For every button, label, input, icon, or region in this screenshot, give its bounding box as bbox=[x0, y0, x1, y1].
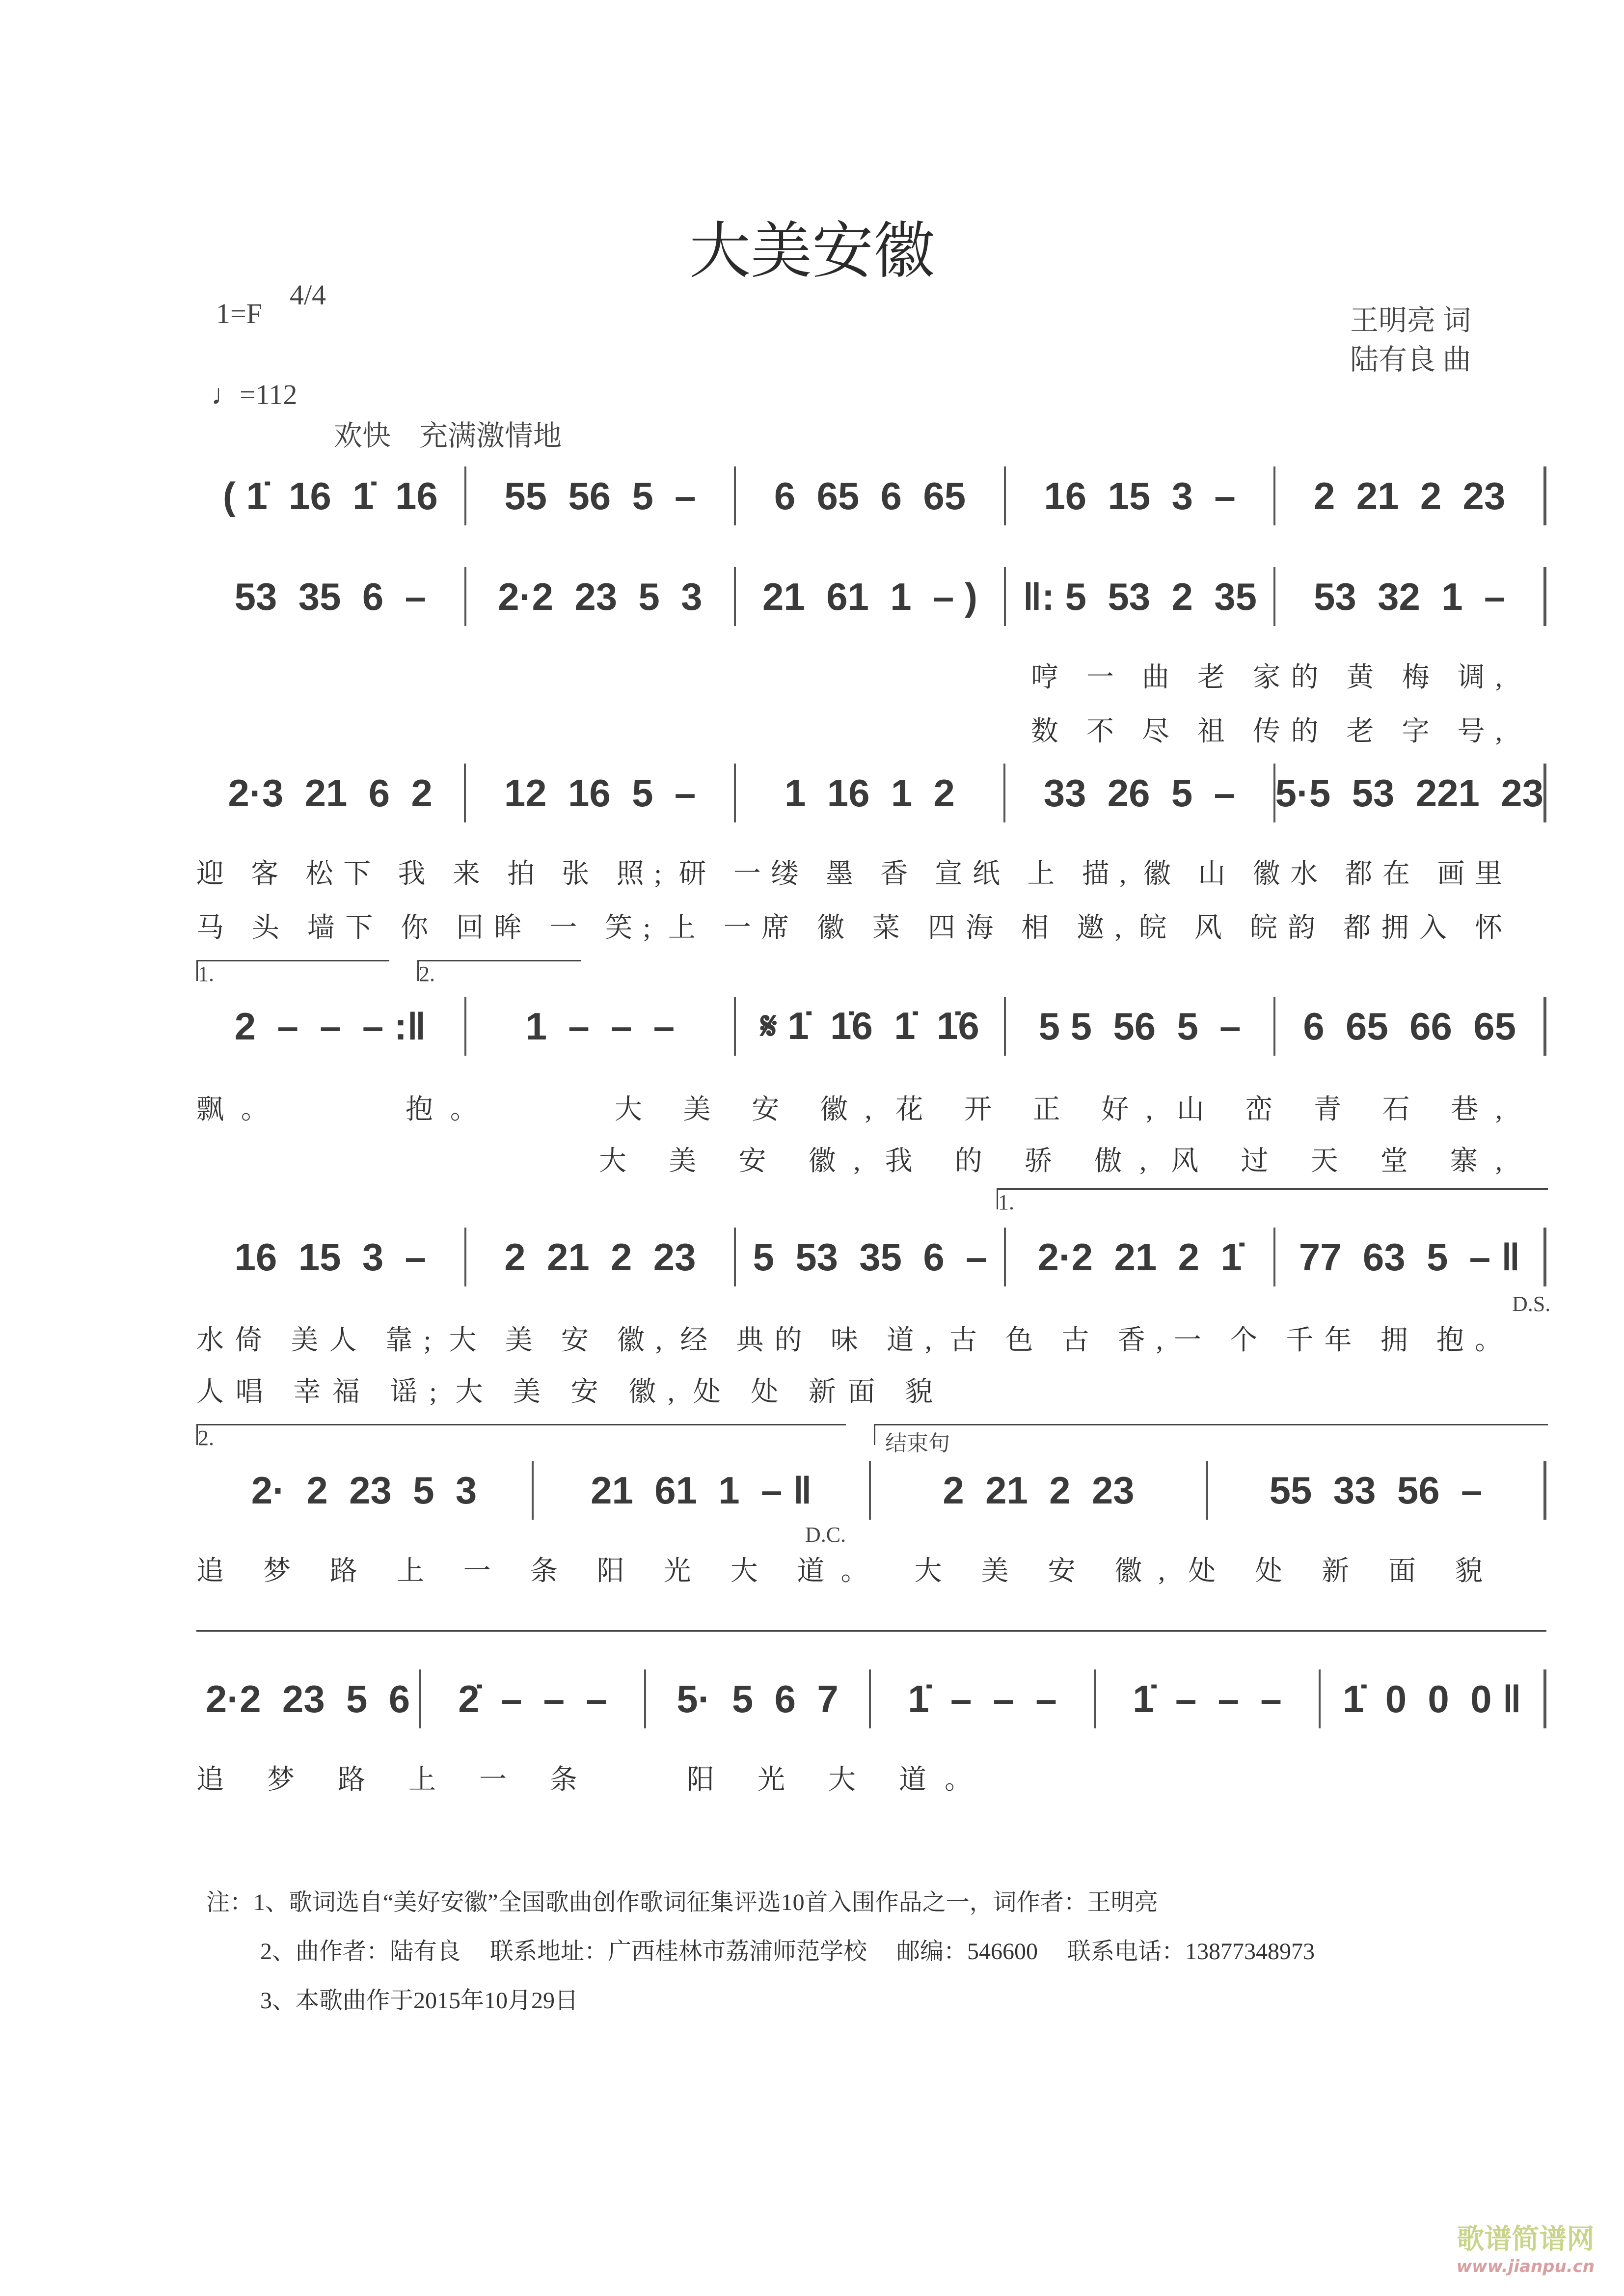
dc-marking: D.C. bbox=[805, 1523, 846, 1547]
measure: 5 53 35 6 – bbox=[736, 1228, 1006, 1286]
volta-2b bbox=[196, 1424, 846, 1450]
song-title: 大美安徽 bbox=[689, 218, 935, 286]
lyric-line: 追 梦 路 上 一 条 阳 光 大 道。 bbox=[196, 1765, 972, 1795]
staff-row bbox=[196, 1669, 1546, 1728]
measure: 2 21 2 23 bbox=[871, 1461, 1208, 1520]
volta-1 bbox=[196, 960, 389, 986]
lyric-line: 马 头 墙下 你 回眸 一 笑; 上 一席 徽 菜 四海 相 邀, 皖 风 皖韵 都拥入 怀 bbox=[196, 913, 1502, 943]
time-signature bbox=[290, 280, 326, 310]
measure: ( 1̇ 16 1̇ 16 bbox=[196, 466, 466, 525]
measure: 16 15 3 – bbox=[1006, 466, 1276, 525]
lyric-line: 飘。 抱。 大 美 安 徽, 花 开 正 好, 山 峦 青 石 巷, bbox=[196, 1094, 1503, 1125]
volta-2-label: 2. bbox=[419, 962, 435, 986]
measure: 53 32 1 – bbox=[1275, 567, 1546, 626]
measure: 1 16 1 2 bbox=[736, 764, 1005, 822]
footnote-2: 2、曲作者：陆有良 联系地址：广西桂林市荔浦师范学校 邮编：546600 联系电话：13877348973 bbox=[260, 1939, 1315, 1965]
measure: 55 33 56 – bbox=[1208, 1461, 1546, 1520]
measure: 6 65 66 65 bbox=[1275, 997, 1546, 1056]
staff-row bbox=[196, 567, 1546, 626]
footnote-1: 注：1、歌词选自“美好安徽”全国歌曲创作歌词征集评选10首入围作品之一，词作者：王明亮 bbox=[206, 1889, 1158, 1915]
measure: 2̇ – – – bbox=[421, 1669, 646, 1728]
staff-row bbox=[196, 997, 1546, 1056]
watermark-url: www.jianpu.cn bbox=[1456, 2257, 1595, 2276]
measure: 2·2 23 5 6 bbox=[196, 1669, 421, 1728]
watermark-name: 歌谱简谱网 bbox=[1457, 2223, 1595, 2255]
lyric-line: 水倚 美人 靠; 大 美 安 徽, 经 典的 味 道, 古 色 古 香,一 个 千年 拥 抱。 bbox=[196, 1325, 1502, 1356]
measure: 2 – – – :‖ bbox=[196, 997, 466, 1056]
measure: 21 61 1 – ) bbox=[736, 567, 1006, 626]
measure: 2·2 21 2 1̇ bbox=[1006, 1228, 1276, 1286]
time-signature-text: 4/4 bbox=[290, 279, 326, 311]
staff-row bbox=[196, 466, 1546, 525]
volta-1b bbox=[997, 1188, 1548, 1214]
ds-marking: D.S. bbox=[1512, 1292, 1551, 1316]
measure: 16 15 3 – bbox=[196, 1228, 466, 1286]
final-line bbox=[196, 1630, 1546, 1632]
volta-1-label: 1. bbox=[198, 962, 214, 986]
key-signature: 1=F bbox=[216, 298, 262, 329]
measure: 5· 5 6 7 bbox=[646, 1669, 871, 1728]
lyric-line: 人唱 幸福 谣; 大 美 安 徽, 处 处 新面 貌 bbox=[196, 1377, 933, 1407]
volta-2b-label: 2. bbox=[198, 1426, 214, 1450]
lyric-line: 迎 客 松下 我 来 拍 张 照; 研 一缕 墨 香 宣纸 上 描, 徽 山 徽水 都在 画里 bbox=[196, 859, 1502, 889]
lyric-line: 哼 一 曲 老 家的 黄 梅 调, bbox=[1031, 662, 1502, 693]
ending-bracket bbox=[874, 1424, 1548, 1455]
lyric-line: 数 不 尽 祖 传的 老 字 号, bbox=[1031, 716, 1502, 747]
volta-2 bbox=[417, 960, 581, 986]
measure: 𝄋 1̇ 1̇6 1̇ 1̇6 bbox=[736, 997, 1006, 1056]
lyricist: 王明亮 词 bbox=[1350, 304, 1471, 336]
footnote-3: 3、本歌曲作于2015年10月29日 bbox=[260, 1988, 579, 2014]
watermark-logo bbox=[1457, 2217, 1595, 2276]
staff-row bbox=[196, 1461, 1546, 1520]
ending-label: 结束句 bbox=[885, 1431, 950, 1455]
measure: 6 65 6 65 bbox=[736, 466, 1006, 525]
measure: 2·3 21 6 2 bbox=[196, 764, 466, 822]
measure: ‖: 5 53 2 35 bbox=[1006, 567, 1276, 626]
measure: 1̇ 0 0 0 ‖ bbox=[1321, 1669, 1546, 1728]
measure: 1 – – – bbox=[466, 997, 736, 1056]
composer: 陆有良 曲 bbox=[1350, 344, 1471, 376]
measure: 2 21 2 23 bbox=[1275, 466, 1546, 525]
lyric-line: 大 美 安 徽, 我 的 骄 傲, 风 过 天 堂 寨, bbox=[599, 1146, 1502, 1176]
measure: 1̇ – – – bbox=[1096, 1669, 1321, 1728]
measure: 2·2 23 5 3 bbox=[466, 567, 736, 626]
measure: 5·5 53 221 23 bbox=[1275, 764, 1546, 822]
volta-1b-label: 1. bbox=[998, 1190, 1014, 1214]
lyric-line: 追 梦 路 上 一 条 阳 光 大 道。 大 美 安 徽, 处 处 新 面 貌 bbox=[196, 1556, 1483, 1586]
measure: 5 5 56 5 – bbox=[1006, 997, 1276, 1056]
measure: 2· 2 23 5 3 bbox=[196, 1461, 534, 1520]
measure: 21 61 1 – ‖ bbox=[534, 1461, 871, 1520]
measure: 55 56 5 – bbox=[466, 466, 736, 525]
staff-row bbox=[196, 764, 1546, 822]
staff-row bbox=[196, 1228, 1546, 1286]
measure: 33 26 5 – bbox=[1005, 764, 1275, 822]
measure: 12 16 5 – bbox=[466, 764, 735, 822]
measure: 77 63 5 – ‖ bbox=[1275, 1228, 1546, 1286]
measure: 2 21 2 23 bbox=[466, 1228, 736, 1286]
tempo-marking: ♩=112 bbox=[211, 379, 298, 410]
expression-marking: 欢快 充满激情地 bbox=[334, 420, 562, 452]
measure: 53 35 6 – bbox=[196, 567, 466, 626]
measure: 1̇ – – – bbox=[871, 1669, 1096, 1728]
